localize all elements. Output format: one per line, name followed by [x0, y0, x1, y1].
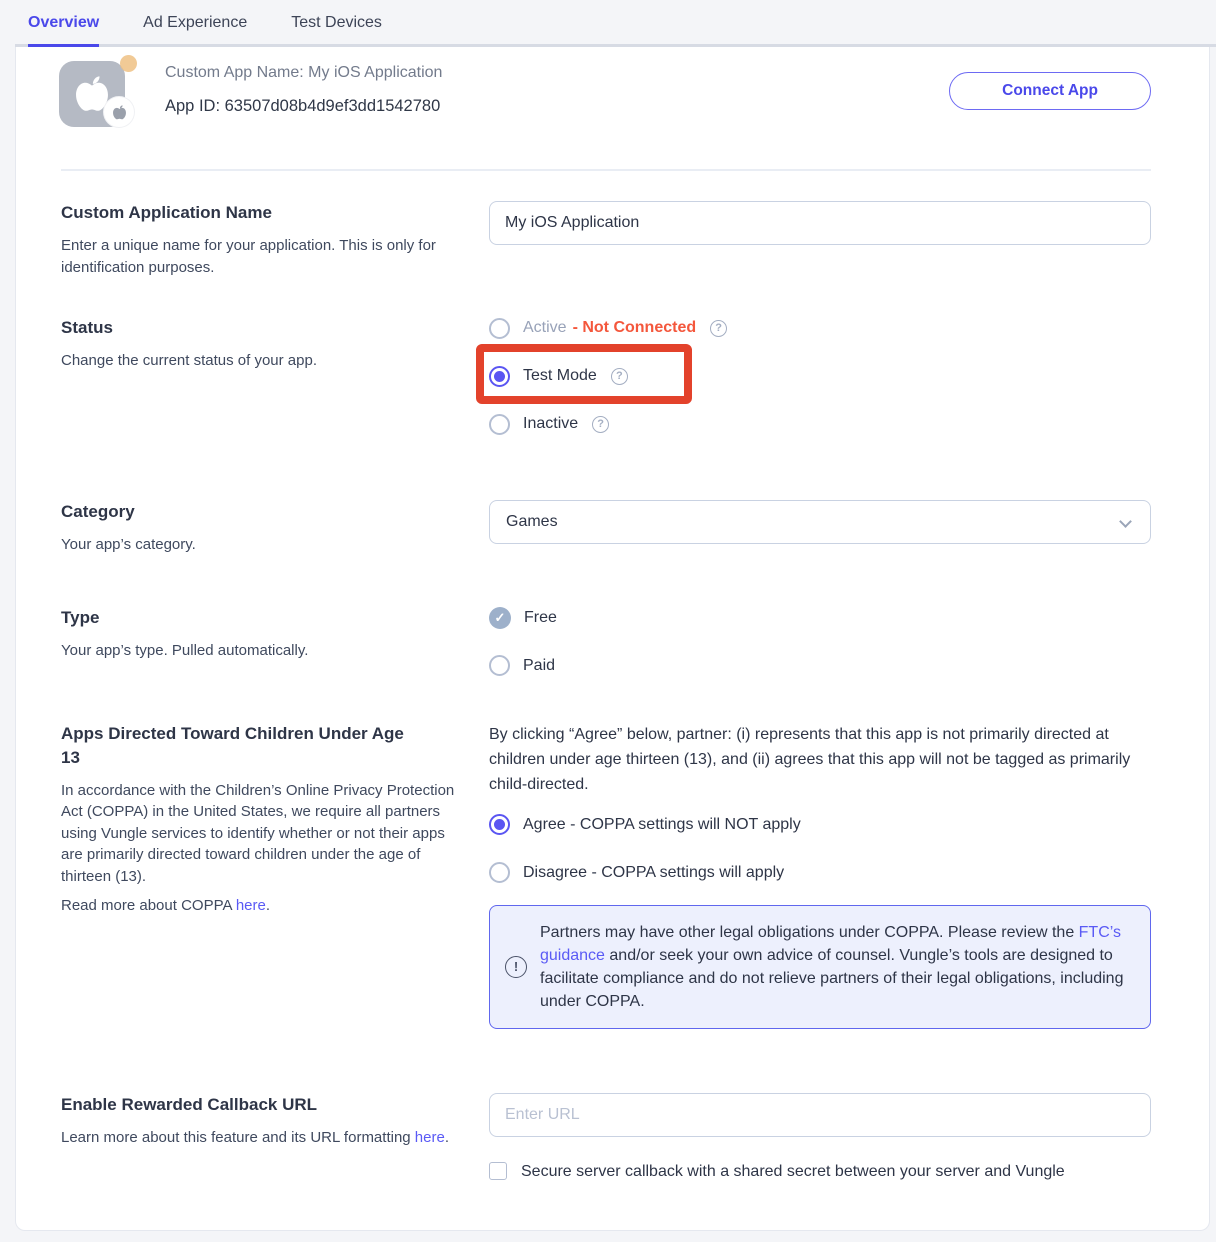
- callback-here-link[interactable]: here: [414, 1128, 445, 1146]
- radio-test-mode-selected[interactable]: [489, 366, 510, 387]
- status-inactive-label: Inactive: [523, 415, 579, 432]
- coppa-disagree-label: Disagree - COPPA settings will apply: [523, 863, 785, 881]
- type-description: Your app’s type. Pulled automatically.: [61, 641, 309, 659]
- chevron-down-icon: [1119, 515, 1132, 528]
- status-active-label: Active: [523, 319, 567, 336]
- category-select[interactable]: [489, 500, 1151, 544]
- custom-app-name-line: Custom App Name: My iOS Application: [165, 64, 443, 81]
- coppa-section: [61, 722, 1151, 1029]
- callback-label: Enable Rewarded Callback URL: [61, 1094, 318, 1114]
- info-icon: !: [505, 956, 527, 978]
- tab-ad-experience[interactable]: Ad Experience: [143, 14, 248, 31]
- tab-test-devices[interactable]: Test Devices: [291, 14, 382, 31]
- app-header: [16, 47, 1209, 169]
- category-section: [61, 500, 1151, 556]
- custom-name-label: Custom Application Name: [61, 203, 272, 222]
- status-option-test-mode[interactable]: [489, 362, 1151, 390]
- radio-paid-unselected[interactable]: [489, 655, 510, 676]
- status-section: [61, 316, 1151, 458]
- type-free-label: Free: [524, 608, 557, 626]
- type-options: [489, 604, 1151, 680]
- radio-active-unselected[interactable]: [489, 318, 510, 339]
- status-option-active[interactable]: [489, 314, 1151, 342]
- tab-overview[interactable]: Overview: [28, 14, 99, 47]
- coppa-option-agree[interactable]: [489, 811, 1151, 839]
- custom-name-input[interactable]: [489, 201, 1151, 245]
- tab-bar: [15, 0, 1216, 47]
- app-settings-panel: [15, 47, 1210, 1231]
- coppa-label: Apps Directed Toward Children Under Age 13: [61, 723, 404, 767]
- connect-app-button[interactable]: Connect App: [949, 72, 1151, 110]
- status-dot: [120, 55, 137, 72]
- radio-agree-selected[interactable]: [489, 814, 510, 835]
- help-icon[interactable]: ?: [710, 320, 727, 337]
- coppa-agree-label: Agree - COPPA settings will NOT apply: [523, 815, 801, 833]
- category-selected-value: Games: [506, 513, 558, 530]
- status-not-connected-text: - Not Connected: [572, 319, 697, 336]
- coppa-agreement-text: By clicking “Agree” below, partner: (i) represents that this app is not primarily directed at children under age thirteen (13), and (ii) agrees that this app will not be tagged as primarily child-directed.: [489, 725, 1131, 793]
- settings-form: [16, 171, 1209, 1184]
- category-label: Category: [61, 502, 135, 521]
- app-icon: [59, 61, 125, 127]
- secure-callback-label: Secure server callback with a shared secret between your server and Vungle: [521, 1162, 1065, 1180]
- type-section: [61, 606, 1151, 680]
- ftc-guidance-link[interactable]: FTC’s guidance: [540, 923, 1122, 964]
- coppa-read-more: Read more about COPPA here.: [61, 897, 271, 914]
- coppa-description: In accordance with the Children’s Online Privacy Protection Act (COPPA) in the United States, we require all partners using Vungle services to identify whether or not their apps are primarily directed toward children under the age of thirteen (13).: [61, 781, 455, 885]
- platform-badge: [104, 97, 134, 127]
- check-icon: ✓: [489, 607, 511, 629]
- callback-url-input[interactable]: [489, 1093, 1151, 1137]
- category-description: Your app’s category.: [61, 536, 196, 553]
- type-paid-label: Paid: [523, 656, 556, 674]
- callback-section: [61, 1093, 1151, 1184]
- radio-inactive-unselected[interactable]: [489, 414, 510, 435]
- status-option-inactive[interactable]: [489, 410, 1151, 438]
- status-description: Change the current status of your app.: [61, 352, 317, 369]
- help-icon[interactable]: ?: [611, 368, 628, 385]
- status-test-mode-label: Test Mode: [523, 367, 597, 384]
- coppa-notice-box: [489, 905, 1151, 1029]
- status-label: Status: [61, 318, 113, 337]
- coppa-option-disagree[interactable]: [489, 859, 1151, 887]
- coppa-here-link[interactable]: here: [235, 897, 266, 914]
- type-option-paid[interactable]: [489, 652, 1151, 680]
- custom-name-section: [61, 201, 1151, 278]
- secure-callback-checkbox[interactable]: [489, 1162, 507, 1180]
- coppa-notice-text: Partners may have other legal obligations under COPPA. Please review the FTC’s guidance and/or seek your own advice of counsel. Vungle’s tools are designed to facilitate compliance and do not relieve partners of their legal obligations, including under COPPA.: [540, 923, 1124, 1010]
- coppa-options: [489, 811, 1151, 887]
- custom-name-description: Enter a unique name for your application. This is only for identification purposes.: [61, 237, 436, 276]
- apple-platform-icon: [111, 104, 128, 121]
- type-option-free: [489, 604, 1151, 632]
- app-id-line: App ID: 63507d08b4d9ef3dd1542780: [165, 97, 441, 115]
- secure-callback-row: [489, 1159, 1151, 1184]
- callback-description: Learn more about this feature and its URL formatting here.: [61, 1128, 449, 1146]
- status-options: [489, 314, 1151, 438]
- app-meta: [165, 64, 442, 116]
- help-icon[interactable]: ?: [592, 416, 609, 433]
- type-label: Type: [61, 607, 100, 627]
- radio-disagree-unselected[interactable]: [489, 862, 510, 883]
